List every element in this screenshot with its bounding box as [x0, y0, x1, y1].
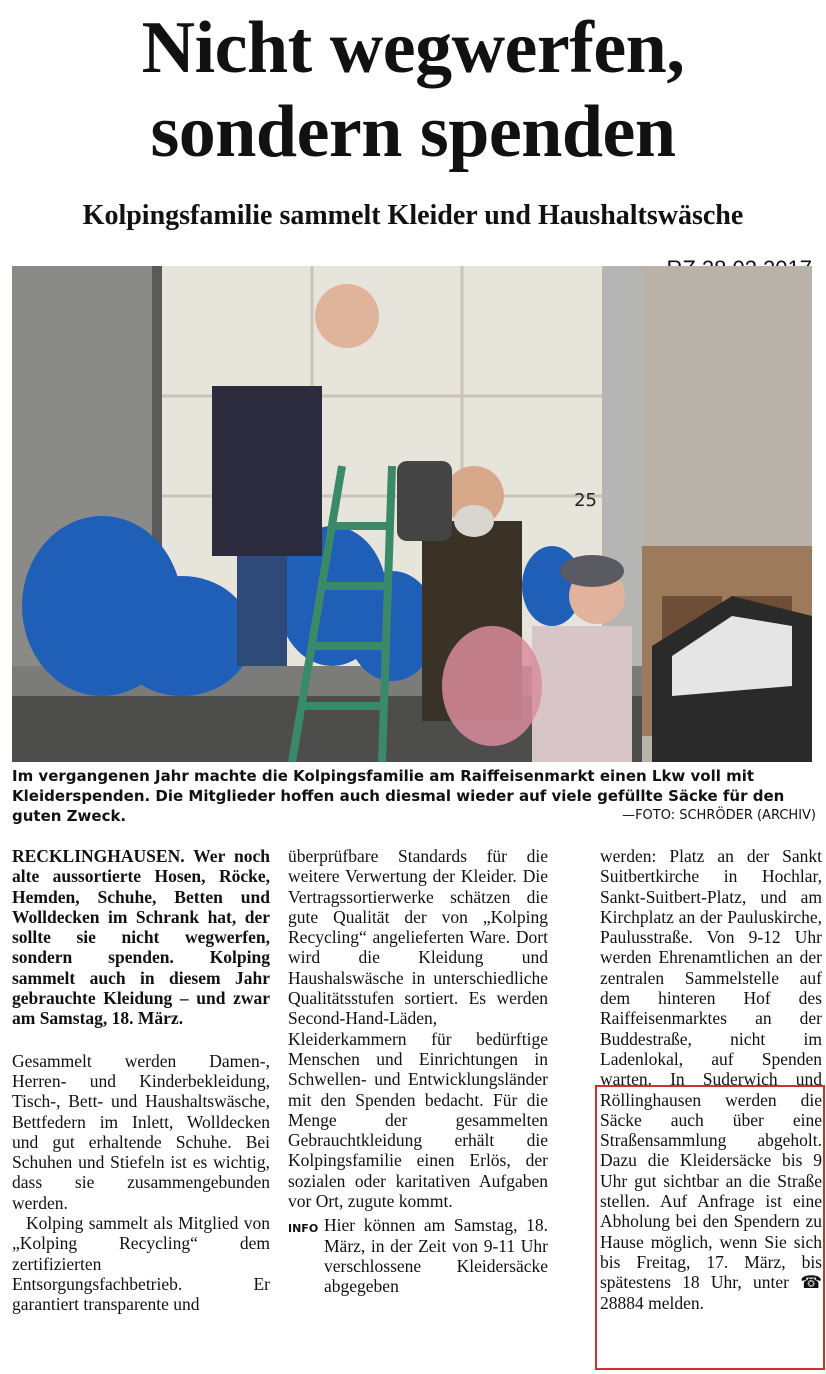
info-box: [288, 1215, 548, 1296]
volunteer-figure-3: [532, 626, 632, 762]
headline: [0, 6, 826, 174]
paragraph: werden: Platz an der Sankt Suitbertkirche in Hochlar, Sankt-Suitbert-Platz, und am Kirchplatz an der Pauluskirche, Paulusstraße. Von 9-12 Uhr werden Ehrenamtlichen an der zentralen Sammelstelle auf dem hinteren Hof des Raiffeisenmarktes an der Buddestraße, nicht im Ladenlokal, auf Spenden warten. In Suderwich und Röllinghausen werden die Säcke auch über eine Straßensammlung abgeholt. Dazu die Kleidersäcke bis 9 Uhr gut sichtbar an die Straße stellen. Auf Anfrage ist eine Abholung bei den Spendern zu Hause möglich, wenn Sie sich bis Freitag, 17. März, bis spätestens 18 Uhr, unter ☎ 28884 melden.: [600, 846, 822, 1313]
headline-line-2: sondern spenden: [150, 91, 676, 173]
subheadline: Kolpingsfamilie sammelt Kleider und Haushaltswäsche: [82, 200, 744, 231]
highlight-box: [595, 1085, 825, 1370]
paragraph: Gesammelt werden Damen-, Herren- und Kinderbekleidung, Tisch-, Bett- und Haushaltswäsche, Bettfedern im Inlett, Wolldecken und gut erhaltende Schuhe. Bei Schuhen und Stiefeln ist es wichtig, dass sie zusammengebunden werden.: [12, 1050, 270, 1213]
volunteer-figure-1: [212, 386, 322, 556]
article-column-1: [12, 846, 270, 1315]
paragraph: überprüfbare Standards für die weitere Verwertung der Kleider. Die Vertragssortierwerke schätzen die gute Qualität der von „Kolping Recycling“ angelieferten Ware. Dort wird die Kleidung und Haushalswäsche in unterschiedliche Qualitätsstufen sortiert. Es werden Second-Hand-Läden, Kleiderkammern für bedürftige Menschen und Einrichtungen in Schwellen- und Entwicklungsländer mit den Spenden bedacht. Für die Menge der gesammelten Gebrauchtkleidung erhält die Kolpingsfamilie einen Erlös, der sozialen oder karitativen Aufgaben vor Ort, zugute kommt.: [288, 846, 548, 1212]
truck-number-label: 25: [574, 490, 597, 511]
headline-line-1: Nicht wegwerfen,: [141, 7, 685, 89]
article-column-2: [288, 846, 548, 1297]
photo-credit: —FOTO: SCHRÖDER (ARCHIV): [622, 808, 816, 823]
truck-donation-illustration: [12, 266, 812, 762]
info-tag: INFO: [288, 1222, 319, 1236]
paragraph: Kolping sammelt als Mitglied von „Kolping Recycling“ dem zertifizierten Entsorgungsfachbetrieb. Er garantiert transparente und: [12, 1213, 270, 1315]
info-text: Hier können am Samstag, 18. März, in der Zeit von 9-11 Uhr verschlossene Kleidersäcke abgegeben: [324, 1215, 548, 1297]
article-lead: RECKLINGHAUSEN. Wer noch alte aussortierte Hosen, Röcke, Hemden, Schuhe, Betten und Wolldecken im Schrank hat, der sollte sie nicht wegwerfen, sondern spenden. Kolping sammelt auch in diesem Jahr gebrauchte Kleidung – und zwar am Samstag, 18. März.: [12, 846, 270, 1029]
photo-caption: Im vergangenen Jahr machte die Kolpingsfamilie am Raiffeisenmarkt einen Lkw voll mit Kleiderspenden. Die Mitglieder hoffen auch diesmal wieder auf viele gefüllte Säcke für den guten Zweck.: [12, 767, 785, 825]
article-photo: [12, 266, 812, 762]
